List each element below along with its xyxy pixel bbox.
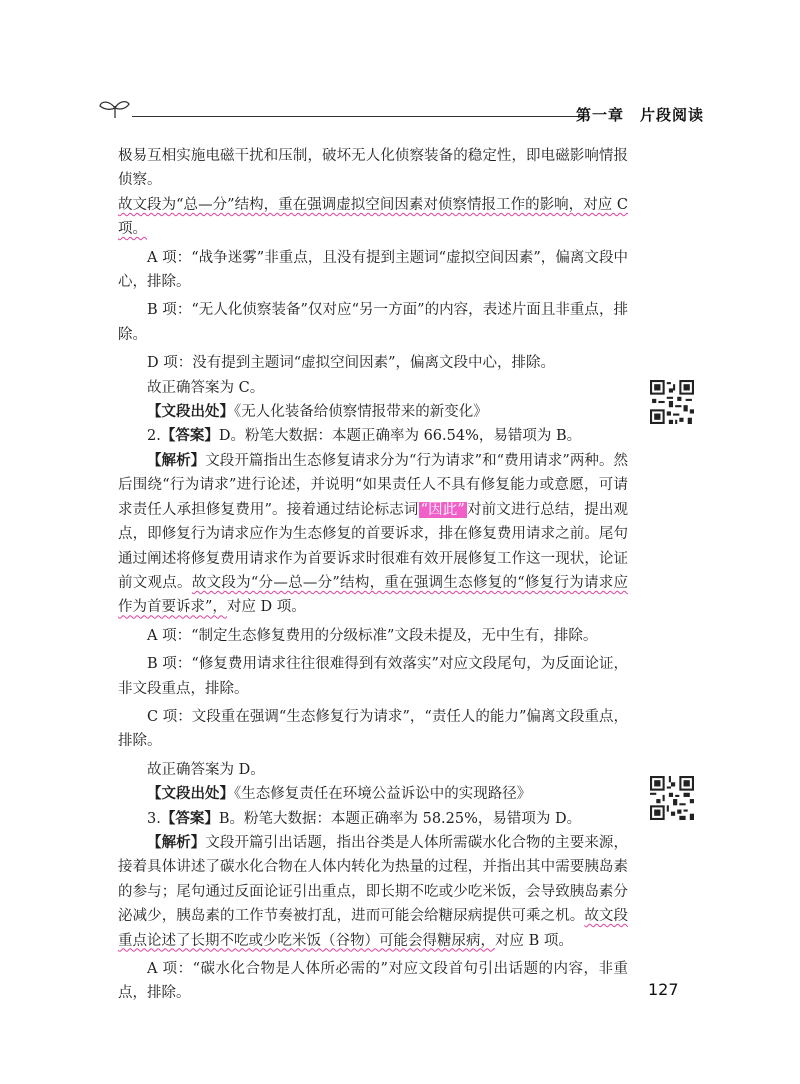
page-body [118,144,628,1006]
qr-code-icon[interactable] [650,380,694,424]
qr-code-icon[interactable] [650,776,694,820]
answer-label: 【答案】 [160,427,219,445]
paragraph [118,193,628,242]
paragraph: 极易互相实施电磁干扰和压制，破坏无人化侦察装备的稳定性，即电磁影响情报侦察。 [118,148,628,189]
chapter-title [576,104,704,125]
underlined-text: 故文段重点论述了长期不吃或少吃米饭（谷物）可能会得糖尿病， [118,908,629,949]
underlined-text: 故文段为“分—总—分”结构，重在强调生态修复的“修复行为请求应作为首要诉求”， [118,574,628,616]
analysis-label: 【解析】 [147,833,206,851]
running-header [98,96,704,132]
source-title: 《无人化装备给侦察情报带来的新变化》 [234,404,488,421]
header-rule [132,116,584,117]
analysis-paragraph: 【解析】文段开篇指出生态修复请求分为“行为请求”和“费用请求”两种。然后围绕“行为请求”进行论述，并说明“如果责任人不具有修复能力或意愿，可请求责任人承担修复费用”。接着通过结论标志词 “因此” 对前文进行总结，提出观点，即修复行为请求应作为生态修复的首要诉求，排在修复费用请求之前。尾句通过阐述将修复费用请求作为首要诉求时很难有效开展修复工作这一现状，论证前文观点。故文段为“分—总—分”结构，重在强调生态修复的“修复行为请求应作为首要诉求”，对应 D 项。 [118,451,628,616]
answer-text: B。粉笔大数据：本题正确率为 58.25%，易错项为 D。 [218,810,582,827]
option-b-analysis: B 项：“修复费用请求往往很难得到有效落实”对应文段尾句，为反面论证，非文段重点，排除。 [118,656,628,697]
source-citation [118,400,628,424]
source-title: 《生态修复责任在环境公益诉讼中的实现路径》 [234,786,532,803]
sprout-leaf-icon [98,98,132,120]
highlighted-keyword: “因此” [420,501,465,518]
underlined-text: 故文段为“总—分”结构，重在强调虚拟空间因素对侦察情报工作的影响，对应 C 项。 [118,196,628,238]
correct-answer: 故正确答案为 D。 [147,761,265,778]
option-a-analysis: A 项：“碳水化合物是人体所必需的”对应文段首句引出话题的内容，非重点，排除。 [118,961,628,1002]
answer-line [118,807,628,831]
question-number: 3. [147,810,161,827]
correct-answer: 故正确答案为 C。 [147,379,265,396]
source-label: 【文段出处】 [147,785,234,803]
page-number: 127 [648,980,679,999]
answer-label: 【答案】 [160,809,219,827]
answer-line [118,424,628,448]
option-b-analysis: B 项：“无人化侦察装备”仅对应“另一方面”的内容，表述片面且非重点，排除。 [118,302,628,343]
option-a-analysis: A 项：“制定生态修复费用的分级标准”文段未提及，无中生有，排除。 [147,627,598,644]
option-c-analysis: C 项：文段重在强调“生态修复行为请求”，“责任人的能力”偏离文段重点，排除。 [118,708,628,750]
chapter-number: 第一章 [575,106,624,124]
analysis-label: 【解析】 [147,451,206,469]
section-title: 片段阅读 [639,106,704,124]
answer-text: D。粉笔大数据：本题正确率为 66.54%，易错项为 B。 [218,428,582,445]
analysis-paragraph: 【解析】文段开篇引出话题，指出谷类是人体所需碳水化合物的主要来源，接着具体讲述了碳水化合物在人体内转化为热量的过程，并指出其中需要胰岛素的参与；尾句通过反面论证引出重点，即长期不吃或少吃米饭，会导致胰岛素分泌减少，胰岛素的工作节奏被打乱，进而可能会给糖尿病提供可乘之机。故文段重点论述了长期不吃或少吃米饭（谷物）可能会得糖尿病，对应 B 项。 [118,833,629,949]
option-a-analysis: A 项：“战争迷雾”非重点，且没有提到主题词“虚拟空间因素”，偏离文段中心，排除。 [118,249,628,291]
source-label: 【文段出处】 [147,403,234,421]
option-d-analysis: D 项：没有提到主题词“虚拟空间因素”，偏离文段中心，排除。 [147,355,556,372]
question-number: 2. [147,428,161,445]
source-citation [118,782,628,806]
